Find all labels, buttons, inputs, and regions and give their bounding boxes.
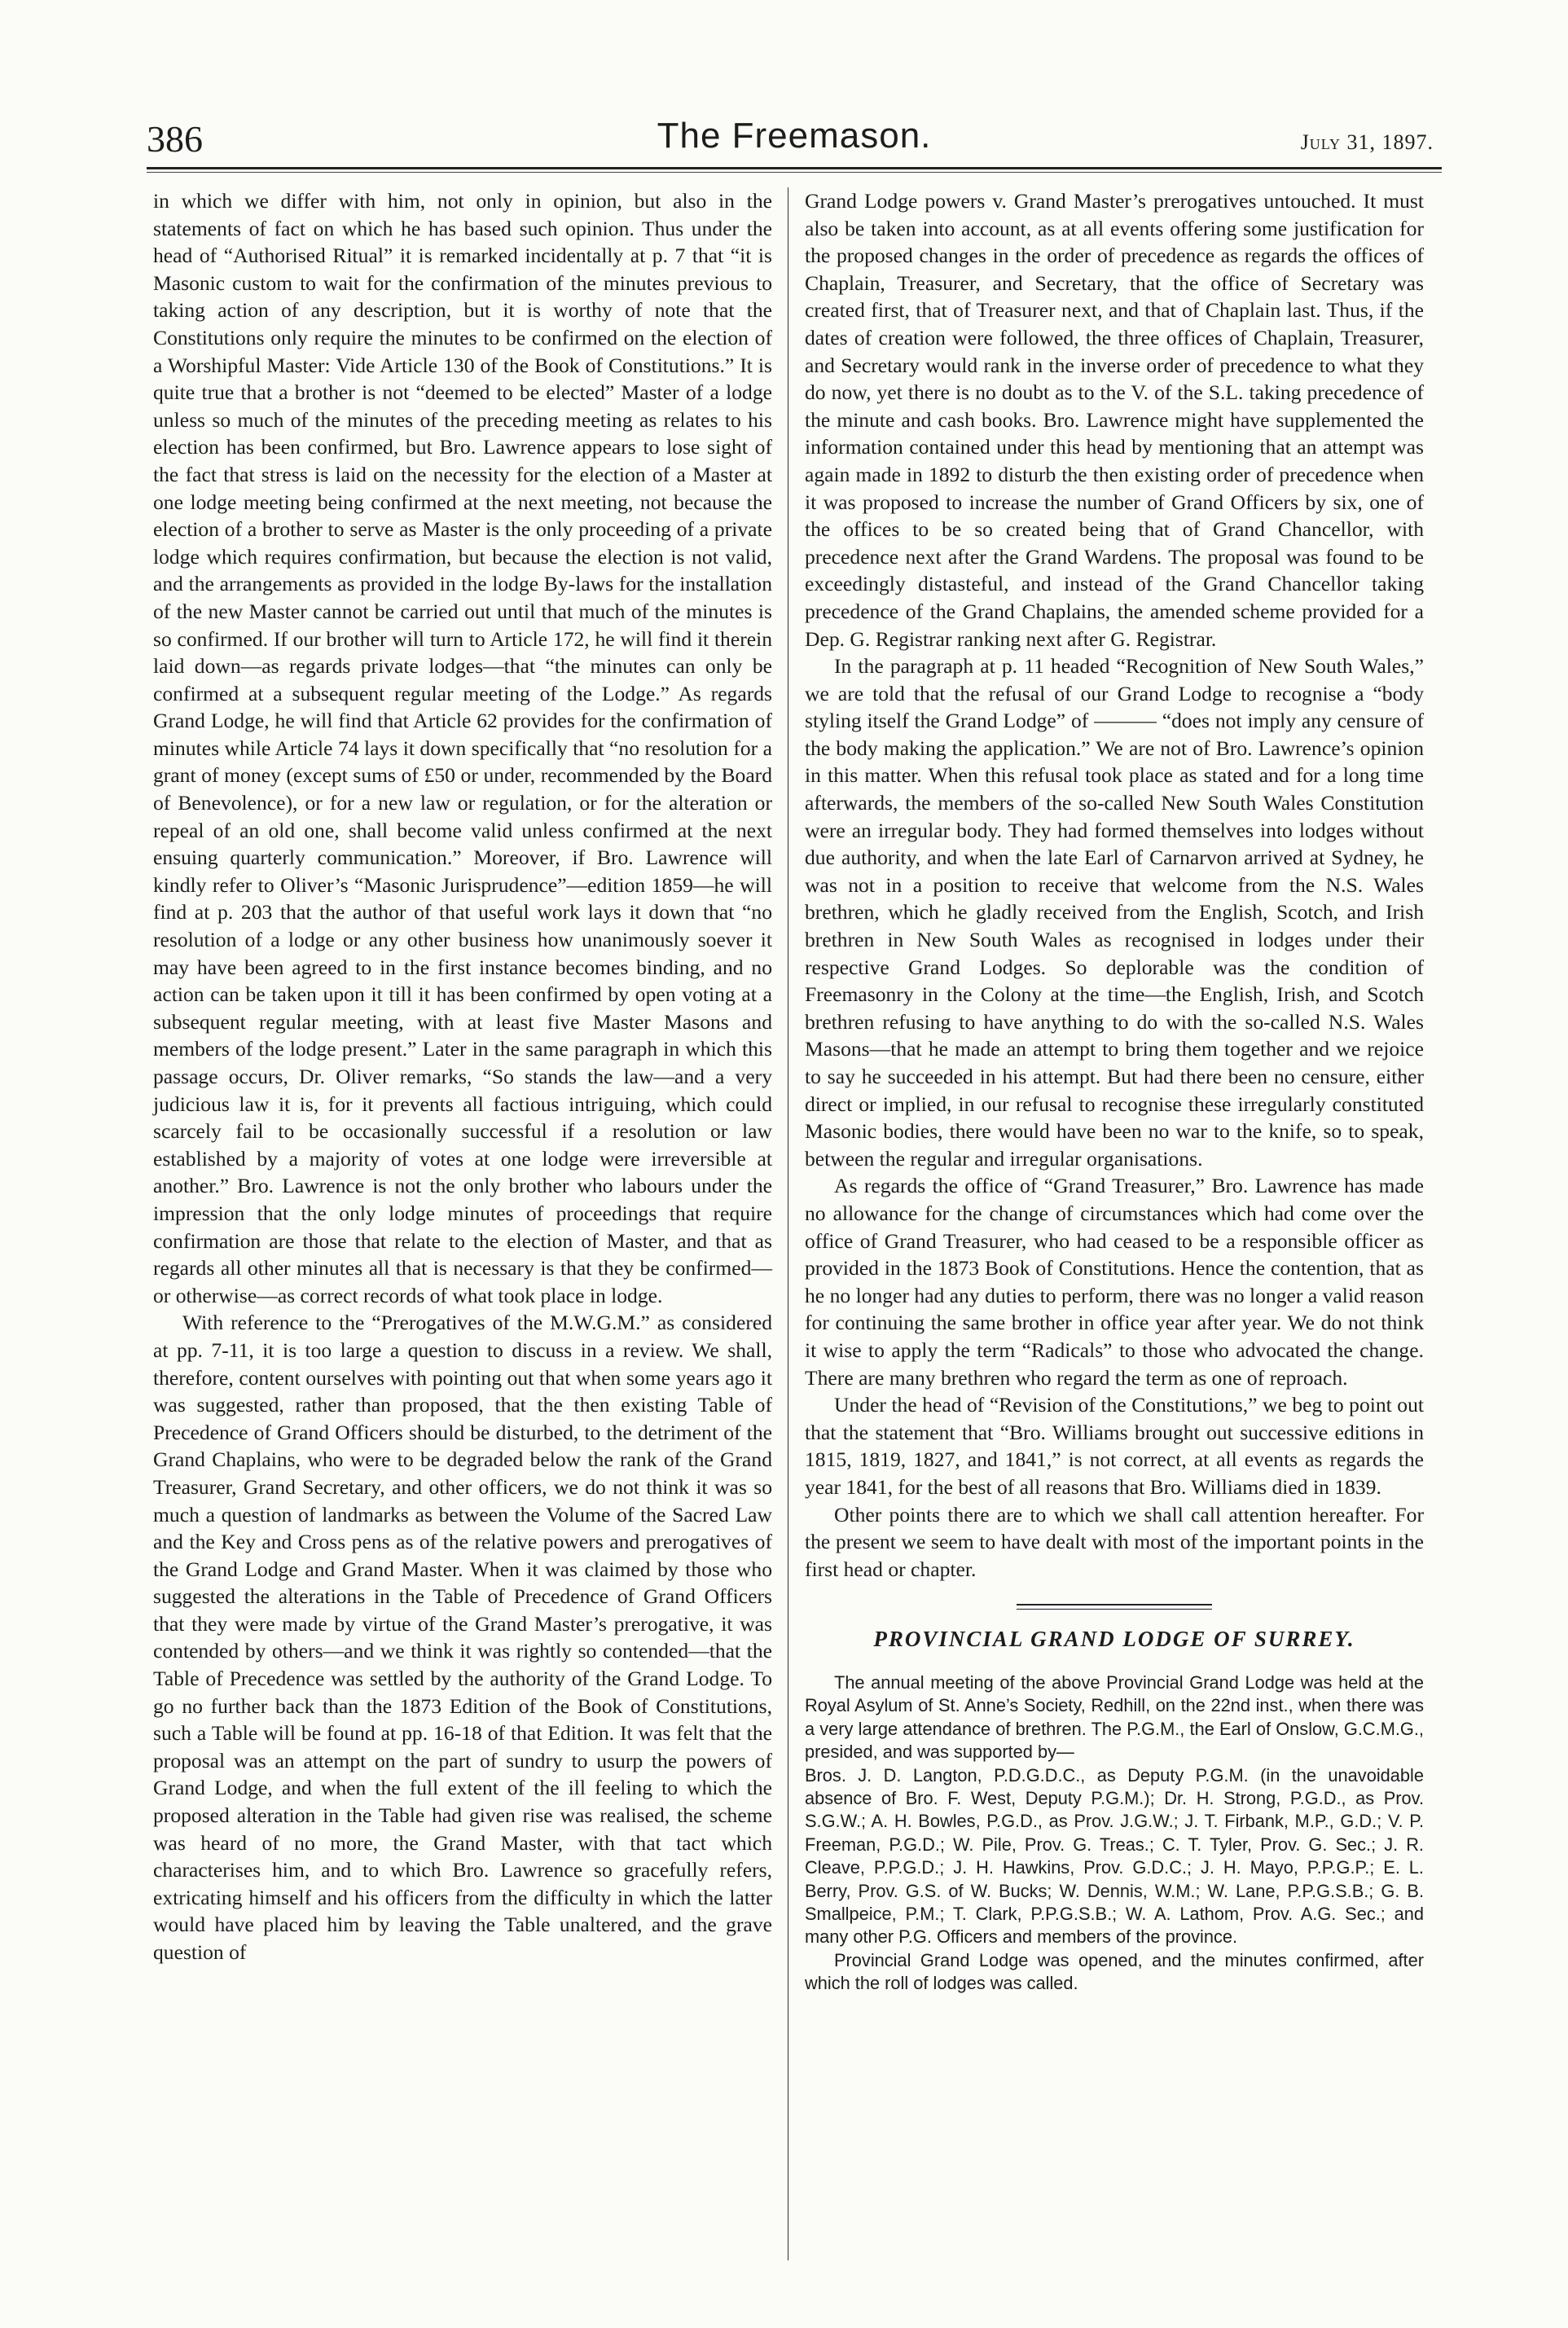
- header-rule-thin: [147, 172, 1442, 173]
- section-title: PROVINCIAL GRAND LODGE OF SURREY.: [873, 1627, 1355, 1652]
- issue-date: July 31, 1897.: [1300, 130, 1434, 154]
- right-paragraph-3: As regards the office of “Grand Treasurer,” Bro. Lawrence has made no allowance for the change of circumstances which had come over the office of Grand Treasurer, who had ceased to be a responsible officer as provided in the 1873 Book of Constitutions. Hence the contention, that as he no longer had any duties to perform, there was no longer a valid reason for continuing the same brother in office year after year. We do not think it wise to apply the term “Radicals” to those who advocated the change. There are many brethren who regard the term as one of reproach.: [805, 1174, 1424, 1390]
- right-paragraph-1: Grand Lodge powers v. Grand Master’s prerogatives untouched. It must also be taken into account, as at all events offering some justification for the proposed changes in the order of precedence as regards the offices of Chaplain, Treasurer, and Secretary, that the office of Secretary was created first, that of Treasurer next, and that of Chaplain last. Thus, if the dates of creation were followed, the three offices of Chaplain, Treasurer, and Secretary would rank in the inverse order of precedence to what they do now, yet there is no doubt as to the V. of the S.L. taking precedence of the minute and cash books. Bro. Lawrence might have supplemented the information contained under this head by mentioning that an attempt was again made in 1892 to disturb the then existing order of precedence when it was proposed to increase the number of Grand Officers by six, one of the offices to be so created being that of Grand Chancellor, with precedence next after the Grand Wardens. The proposal was found to be exceedingly distasteful, and instead of the Grand Chancellor taking precedence of the Grand Chaplains, the amended scheme provided for a Dep. G. Registrar ranking next after G. Registrar.: [805, 189, 1424, 651]
- right-column: [805, 187, 1424, 1996]
- report-paragraph-1: The annual meeting of the above Provincial Grand Lodge was held at the Royal Asylum of St. Anne’s Society, Redhill, on the 22nd inst., when there was a very large attendance of brethren. The P.G.M., the Earl of Onslow, G.C.M.G., presided, and was supported by—: [805, 1671, 1424, 1763]
- left-paragraph-1: in which we differ with him, not only in opinion, but also in the statements of fact on which he has based such opinion. Thus under the head of “Authorised Ritual” it is remarked incidentally at p. 7 that “it is Masonic custom to wait for the confirmation of the minutes previous to taking action of any description, but it is worthy of note that the Constitutions only require the minutes to be confirmed on the election of a Worshipful Master: Vide Article 130 of the Book of Constitutions.” It is quite true that a brother is not “deemed to be elected” Master of a lodge unless so much of the minutes of the preceding meeting as relates to his election has been confirmed, but Bro. Lawrence appears to lose sight of the fact that stress is laid on the necessity for the election of a Master at one lodge meeting being confirmed at the next meeting, not because the election of a brother to serve as Master is the only proceeding of a private lodge which requires confirmation, but because the election is not valid, and the arrangements as provided in the lodge By-laws for the installation of the new Master cannot be carried out until that much of the minutes is so confirmed. If our brother will turn to Article 172, he will find it therein laid down—as regards private lodges—that “the minutes can only be confirmed at a subsequent regular meeting of the Lodge.” As regards Grand Lodge, he will find that Article 62 provides for the confirmation of minutes while Article 74 lays it down specifically that “no resolution for a grant of money (except sums of £50 or under, recommended by the Board of Benevolence), or for a new law or regulation, or for the alteration or repeal of an old one, shall become valid unless confirmed at the next ensuing quarterly communication.” Moreover, if Bro. Lawrence will kindly refer to Oliver’s “Masonic Jurisprudence”—edition 1859—he will find at p. 203 that the author of that useful work lays it down that “no resolution of a lodge or any other business how unanimously soever it may have been agreed to in the first instance becomes binding, and no action can be taken upon it till it has been confirmed by open voting at a subsequent regular meeting, with at least five Master Masons and members of the lodge present.” Later in the same paragraph in which this passage occurs, Dr. Oliver remarks, “So stands the law—and a very judicious law it is, for it prevents all factious intriguing, which could scarcely fail to be occasionally successful if a resolution or law established by a majority of votes at one lodge were irreversible at another.” Bro. Lawrence is not the only brother who labours under the impression that the only lodge minutes of proceedings that require confirmation are those that relate to the election of Master, and that as regards all other minutes all that is necessary is that they be confirmed—or otherwise—as correct records of what took place in lodge.: [153, 189, 772, 1307]
- page-number: 386: [147, 118, 203, 160]
- left-column: [153, 187, 772, 1966]
- left-paragraph-2: With reference to the “Prerogatives of the M.W.G.M.” as considered at pp. 7-11, it is too large a question to discuss in a review. We shall, therefore, content ourselves with pointing out that when some years ago it was suggested, rather than proposed, that the then existing Table of Precedence of Grand Officers should be disturbed, to the detriment of the Grand Chaplains, who were to be degraded below the rank of the Grand Treasurer, Grand Secretary, and other officers, we do not think it was so much a question of landmarks as between the Volume of the Sacred Law and the Key and Cross pens as of the relative powers and prerogatives of the Grand Lodge and Grand Master. When it was claimed by those who suggested the alterations in the Table of Precedence of Grand Officers that they were made by virtue of the Grand Master’s prerogative, it was contended by others—and we think it was rightly so contended—that the Table of Precedence was settled by the authority of the Grand Lodge. To go no further back than the 1873 Edition of the Book of Constitutions, such a Table will be found at pp. 16-18 of that Edition. It was felt that the proposal was an attempt on the part of sundry to usurp the powers of Grand Lodge, and when the full extent of the ill feeling to which the proposed alteration in the Table had given rise was realised, the scheme was heard of no more, the Grand Master, with that tact which characterises him, and to which Bro. Lawrence so gracefully refers, extricating himself and his officers from the difficulty in which the latter would have placed him by leaving the Table unaltered, and the grave question of: [153, 1311, 772, 1964]
- report-paragraph-3: Provincial Grand Lodge was opened, and the minutes confirmed, after which the roll of lodges was called.: [805, 1949, 1424, 1994]
- right-paragraph-4: Under the head of “Revision of the Constitutions,” we beg to point out that the statement that “Bro. Williams brought out successive editions in 1815, 1819, 1827, and 1841,” is not correct, at all events as regards the year 1841, for the best of all reasons that Bro. Williams died in 1839.: [805, 1393, 1424, 1499]
- masthead-title: The Freemason.: [657, 116, 932, 156]
- header-rule: [147, 167, 1442, 169]
- section-report: [805, 1671, 1424, 1996]
- page-header: [147, 114, 1442, 173]
- right-paragraph-2: In the paragraph at p. 11 headed “Recognition of New South Wales,” we are told that the refusal of our Grand Lodge to recognise a “body styling itself the Grand Lodge” of ——— “does not imply any censure of the body making the application.” We are not of Bro. Lawrence’s opinion in this matter. When this refusal took place as stated and for a long time afterwards, the members of the so-called New South Wales Constitution were an irregular body. They had formed themselves into lodges without due authority, and when the late Earl of Carnarvon arrived at Sydney, he was not in a position to receive that welcome from the N.S. Wales brethren, which he gladly received from the English, Scotch, and Irish brethren in New South Wales as recognised in lodges under their respective Grand Lodges. So deplorable was the condition of Freemasonry in the Colony at the time—the English, Irish, and Scotch brethren refusing to have anything to do with the so-called N.S. Wales Masons—that he made an attempt to bring them together and we rejoice to say he succeeded in his attempt. But had there been no censure, either direct or implied, in our refusal to recognise these irregularly constituted Masonic bodies, there would have been no war to the knife, so to speak, between the regular and irregular organisations.: [805, 654, 1424, 1171]
- report-attendees: Bros. J. D. Langton, P.D.G.D.C., as Deputy P.G.M. (in the unavoidable absence of Bro. F. West, Deputy P.G.M.); Dr. H. Strong, P.G.D., as Prov. S.G.W.; A. H. Bowles, P.G.D., as Prov. J.G.W.; J. T. Firbank, M.P., G.D.; V. P. Freeman, P.G.D.; W. Pile, Prov. G. Treas.; C. T. Tyler, Prov. G. Sec.; J. R. Cleave, P.P.G.D.; J. H. Hawkins, Prov. G.D.C.; J. H. Mayo, P.P.G.P.; E. L. Berry, Prov. G.S. of W. Bucks; W. Dennis, W.M.; W. Lane, P.P.G.S.B.; G. B. Smallpeice, P.M.; T. Clark, P.P.G.S.B.; W. A. Lathom, Prov. A.G. Sec.; and many other P.G. Officers and members of the province.: [805, 1764, 1424, 1948]
- right-paragraph-5: Other points there are to which we shall call attention hereafter. For the present we seem to have dealt with most of the important points in the first head or chapter.: [805, 1502, 1424, 1581]
- section-ornament-rule: [805, 1604, 1424, 1610]
